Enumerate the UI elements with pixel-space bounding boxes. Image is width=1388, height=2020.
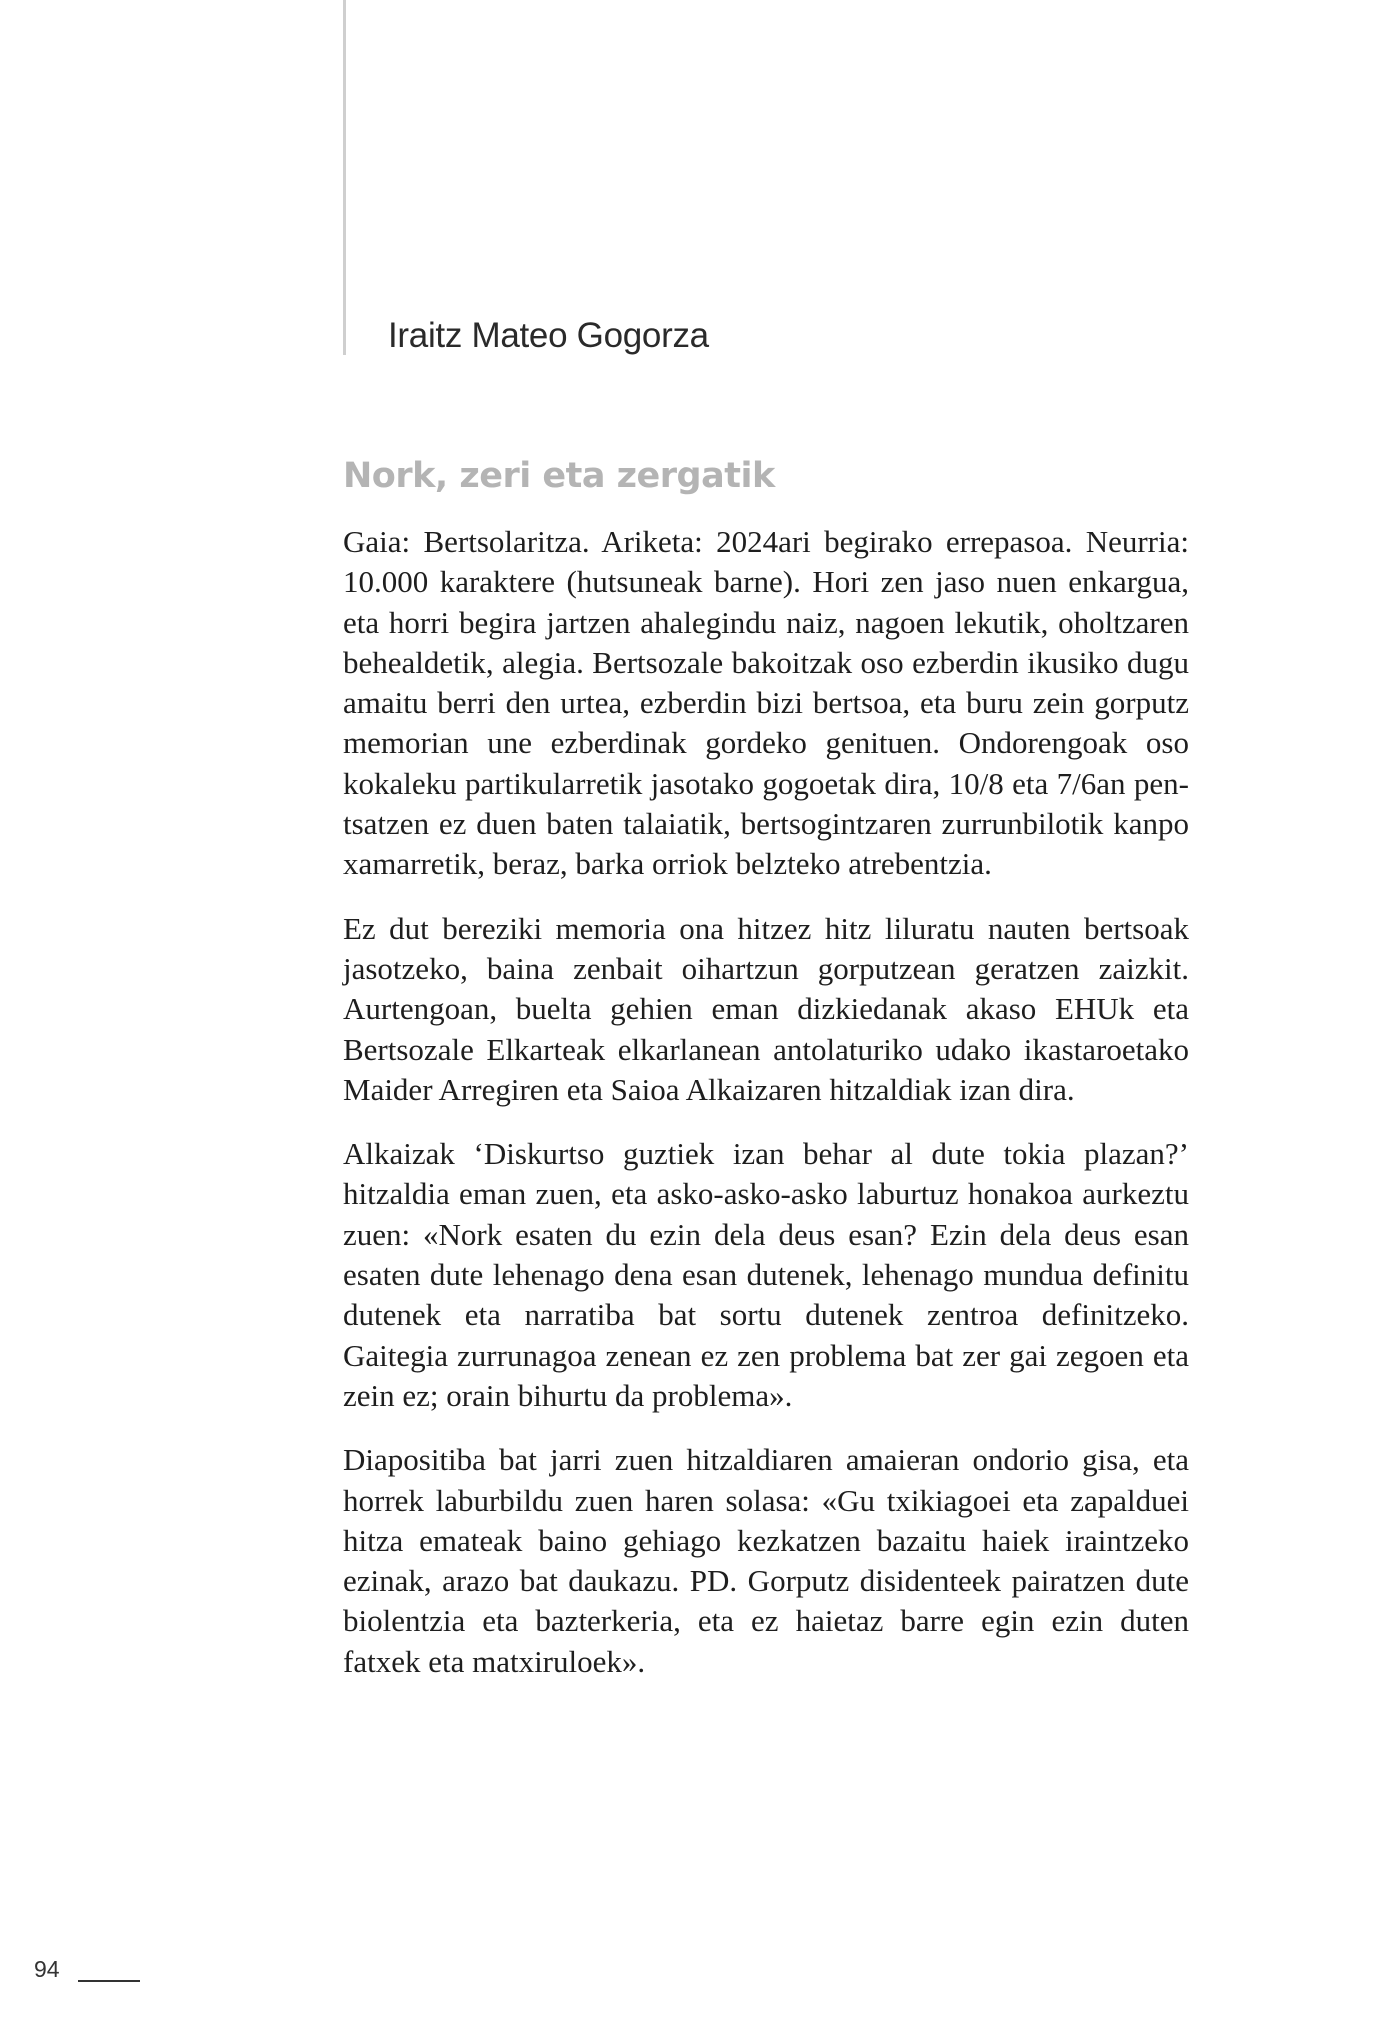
footer-rule (78, 1980, 140, 1982)
section-heading: Nork, zeri eta zergatik (343, 456, 775, 496)
author-vertical-rule (343, 0, 346, 355)
paragraph: Ez dut bereziki memoria ona hitzez hitz liluratu nauten bertsoak jasotzeko, baina zenbait oihartzun gorputzean geratzen zaizkit. Aurtengoan, buelta gehien eman dizkiedanak akaso EHUk eta Bertsozale Elkarteak elkarlanean antolaturiko udako ikastaroetako Maider Arregiren eta Saioa Alkaizaren hitzaldiak izan dira. (343, 910, 1189, 1107)
paragraph: Alkaizak ‘Diskurtso guztiek izan behar al dute tokia plazan?’ hitzaldia eman zuen, eta asko-asko-asko laburtuz honakoa aurkeztu zuen: «Nork esaten du ezin dela deus esan? Ezin dela deus esan esaten dute lehenago dena esan dutenek, lehenago mundua definitu dutenek eta narratiba bat sortu dutenek zentroa definitzeko. Gaitegia zurrunagoa zenean ez zen problema bat zer gai zegoen eta zein ez; orain bihurtu da problema». (343, 1136, 1189, 1413)
article-body (343, 522, 1189, 1706)
paragraph: Gaia: Bertsolaritza. Ariketa: 2024ari begirako errepasoa. Neurria: 10.000 karaktere (hutsuneak barne). Hori zen jaso nuen enkargua, eta horri begira jartzen ahalegindu naiz, nagoen lekutik, oholtzaren behealdetik, alegia. Bertsozale bakoitzak oso ezberdin ikusiko dugu amaitu berri den urtea, ezberdin bizi bertsoa, eta buru zein gorputz memorian une ezberdinak gordeko genituen. Ondorengoak oso kokaleku partikularretik jasotako gogoetak dira, 10/8 eta 7/6an pentsatzen ez duen baten talaiatik, bertsogintzaren zurrunbilotik kanpo xamarretik, beraz, barka orriok belzteko atrebentzia. (343, 524, 1189, 882)
paragraph: Diapositiba bat jarri zuen hitzaldiaren amaieran ondorio gisa, eta horrek laburbildu zuen haren solasa: «Gu txikiagoei eta zapalduei hitza emateak baino gehiago kezkatzen bazaitu haiek iraintzeko ezinak, arazo bat daukazu. PD. Gorputz disidenteek pairatzen dute biolentzia eta bazterkeria, eta ez haietaz barre egin ezin duten fatxek eta matxiruloek». (343, 1442, 1189, 1679)
author-name: Iraitz Mateo Gogorza (388, 316, 709, 355)
page-number: 94 (34, 1956, 60, 1982)
